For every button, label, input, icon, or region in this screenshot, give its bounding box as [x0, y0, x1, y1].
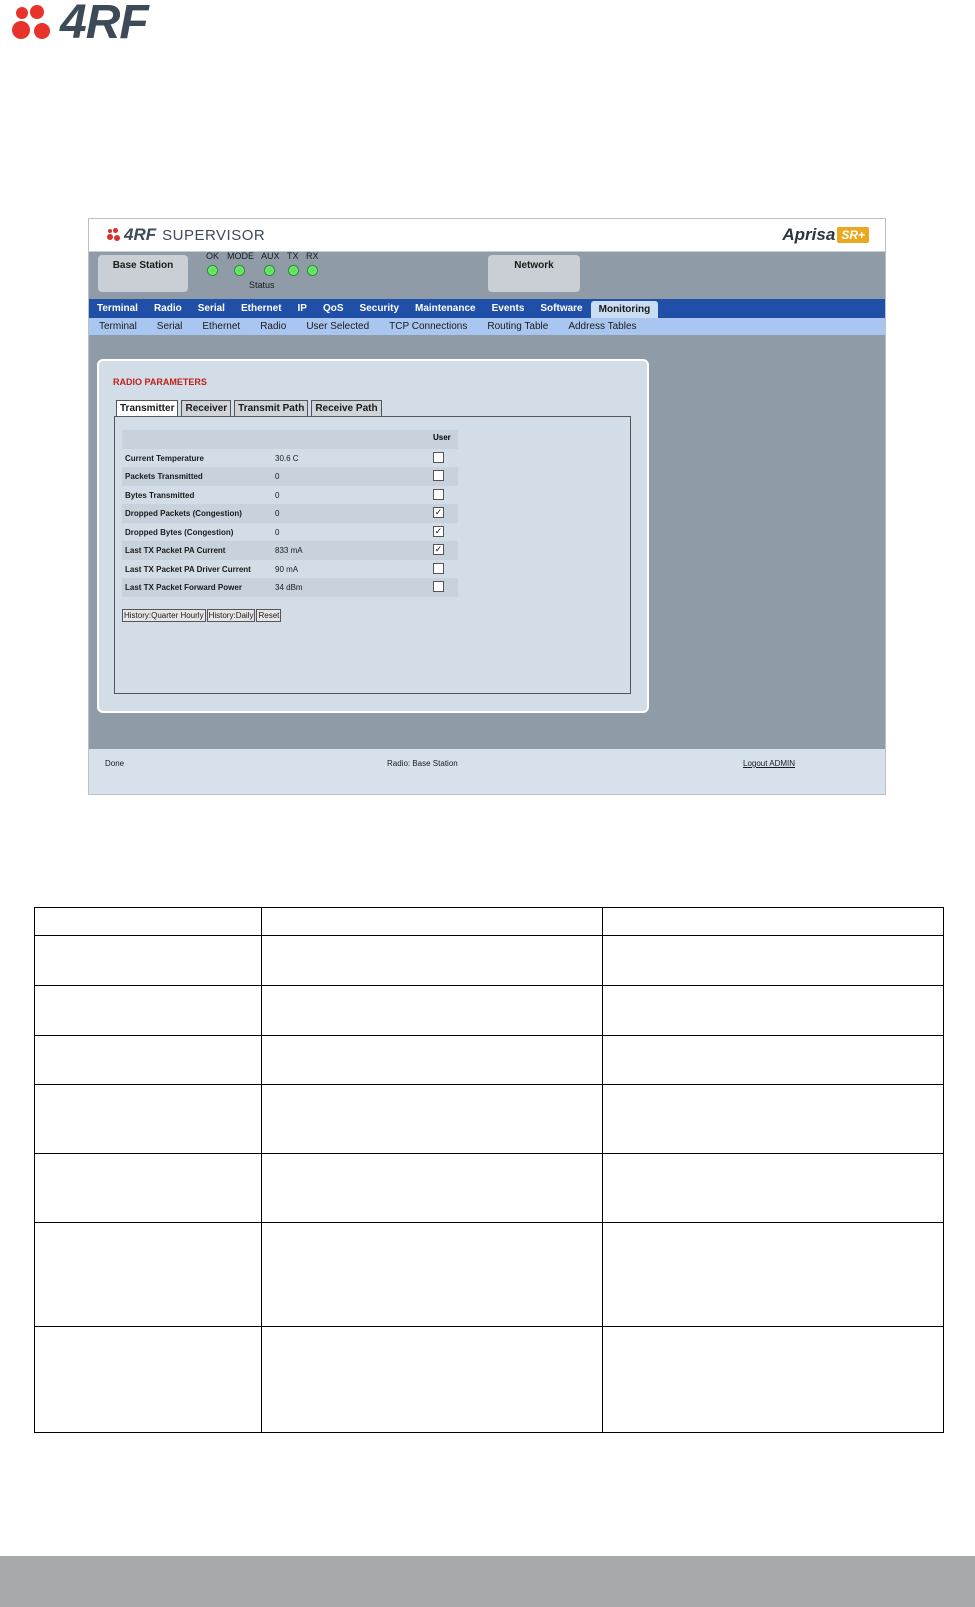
table-row [122, 523, 458, 542]
radio-parameters-panel [97, 359, 649, 713]
station-box-label: Base Station [112, 260, 174, 271]
table-row [122, 449, 458, 468]
table-row [122, 578, 458, 597]
tab-radio[interactable]: Radio [153, 303, 182, 314]
station-box [98, 255, 188, 292]
app-logo-dots-icon [107, 228, 121, 242]
app-logo-text: 4RF [124, 225, 157, 244]
user-checkbox[interactable]: ✓ [434, 544, 443, 554]
led-ok-icon [207, 265, 218, 276]
radio-name-text: Radio: Base Station [387, 759, 458, 768]
sub-nav [89, 318, 885, 335]
row-label: Last TX Packet Forward Power [125, 583, 242, 592]
led-label-rx: RX [306, 251, 319, 261]
tab-serial[interactable]: Serial [197, 303, 225, 314]
user-checkbox[interactable]: ✓ [434, 525, 443, 536]
status-text: Done [105, 759, 125, 768]
tab-body [114, 416, 631, 694]
led-label-ok: OK [206, 251, 220, 261]
subtab-routing-table[interactable]: Routing Table [487, 321, 549, 332]
table-header-row [122, 430, 458, 449]
row-value: 90 mA [275, 564, 299, 574]
document-table [34, 907, 944, 1433]
subtab-user-selected[interactable]: User Selected [306, 321, 370, 332]
subtab-serial[interactable]: Serial [156, 321, 183, 332]
tab-terminal[interactable]: Terminal [97, 303, 138, 314]
tab-monitoring[interactable]: Monitoring [591, 301, 659, 318]
tab-software[interactable]: Software [540, 303, 583, 314]
row-value: 30.6 C [275, 453, 299, 463]
row-value: 0 [275, 527, 280, 537]
table-row [122, 541, 458, 560]
user-checkbox[interactable] [433, 581, 444, 592]
user-checkbox[interactable] [433, 563, 444, 574]
row-label: Bytes Transmitted [125, 490, 195, 500]
row-label: Packets Transmitted [125, 472, 203, 481]
history-quarter-hourly-button[interactable]: History:Quarter Hourly [124, 611, 204, 620]
logout-link[interactable]: Logout ADMIN [743, 759, 796, 768]
led-label-aux: AUX [261, 251, 280, 261]
panel-title: RADIO PARAMETERS [113, 377, 207, 387]
led-label-mode: MODE [227, 251, 254, 261]
parameters-table [122, 430, 458, 597]
product-tag: SR+ [837, 227, 869, 243]
user-checkbox[interactable] [433, 470, 444, 481]
tab-receive-path[interactable]: Receive Path [311, 400, 381, 417]
table-row [35, 1327, 944, 1433]
user-checkbox[interactable] [433, 452, 444, 463]
table-row [122, 560, 458, 579]
table-row [35, 1154, 944, 1223]
row-value: 0 [275, 472, 280, 481]
led-tx-icon [288, 265, 299, 276]
product-name: Aprisa [782, 225, 836, 244]
user-checkbox[interactable]: ✓ [434, 507, 443, 517]
logo-dots-icon [10, 1, 54, 45]
table-row [35, 936, 944, 986]
table-row [122, 486, 458, 505]
page-footer-bar [0, 1556, 975, 1607]
table-row [35, 1085, 944, 1154]
table-row [122, 504, 458, 523]
table-row [35, 986, 944, 1036]
tab-security[interactable]: Security [359, 303, 400, 314]
panel-tabs [116, 400, 385, 417]
tab-ethernet[interactable]: Ethernet [240, 303, 282, 314]
table-row [35, 908, 944, 936]
table-row [122, 467, 458, 486]
status-bar [89, 749, 885, 794]
row-value: 833 mA [275, 546, 303, 555]
app-header [89, 219, 885, 252]
app-logo [107, 225, 265, 245]
subtab-tcp-connections[interactable]: TCP Connections [389, 321, 468, 332]
row-label: Last TX Packet PA Current [125, 546, 226, 555]
row-label: Last TX Packet PA Driver Current [125, 564, 251, 574]
table-row [35, 1223, 944, 1327]
subtab-terminal[interactable]: Terminal [99, 321, 137, 332]
row-label: Current Temperature [125, 453, 204, 463]
tab-qos[interactable]: QoS [322, 303, 344, 314]
led-label-tx: TX [287, 251, 299, 261]
main-nav [89, 299, 885, 318]
led-aux-icon [264, 265, 275, 276]
led-mode-icon [234, 265, 245, 276]
tab-ip[interactable]: IP [297, 303, 307, 314]
tab-maintenance[interactable]: Maintenance [415, 303, 476, 314]
user-checkbox[interactable] [433, 489, 444, 500]
history-daily-button[interactable]: History:Daily [208, 611, 254, 620]
row-value: 0 [275, 490, 280, 500]
row-label: Dropped Packets (Congestion) [125, 509, 242, 518]
network-box [488, 255, 580, 292]
row-label: Dropped Bytes (Congestion) [125, 527, 234, 537]
history-buttons [122, 609, 282, 622]
tab-receiver[interactable]: Receiver [181, 400, 231, 417]
reset-button[interactable]: Reset [258, 611, 280, 620]
led-rx-icon [307, 265, 318, 276]
tab-events[interactable]: Events [491, 303, 525, 314]
page-logo [10, 0, 148, 49]
subtab-radio[interactable]: Radio [260, 321, 287, 332]
subtab-address-tables[interactable]: Address Tables [568, 321, 637, 332]
app-window [88, 218, 886, 795]
tab-transmitter[interactable]: Transmitter [116, 400, 178, 417]
network-box-label: Network [514, 260, 554, 271]
subtab-ethernet[interactable]: Ethernet [202, 321, 241, 332]
user-column-header: User [433, 433, 451, 442]
supervisor-label: SUPERVISOR [162, 226, 266, 244]
row-value: 34 dBm [275, 583, 303, 592]
status-label: Status [249, 280, 275, 290]
table-row [35, 1036, 944, 1085]
tab-transmit-path[interactable]: Transmit Path [234, 400, 308, 417]
product-logo [782, 225, 869, 245]
row-value: 0 [275, 509, 280, 518]
page-logo-text: 4RF [60, 0, 148, 49]
